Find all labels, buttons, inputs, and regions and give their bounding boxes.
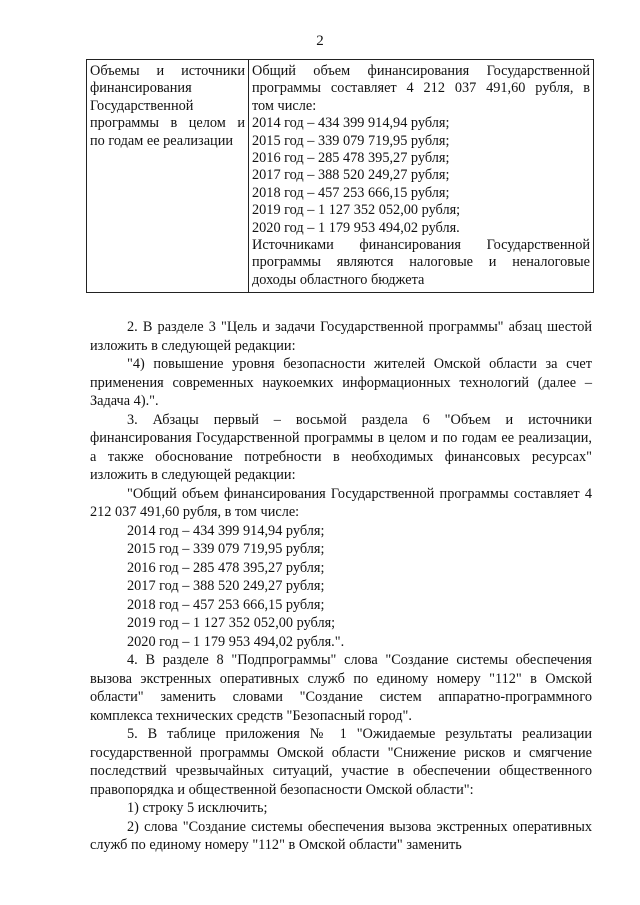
year-line: 2014 год – 434 399 914,94 рубля; [252, 115, 450, 132]
year-line: 2015 год – 339 079 719,95 рубля; [252, 132, 450, 149]
left-line: финансирования [90, 80, 192, 97]
sources-line: доходы областного бюджета [252, 271, 425, 288]
year-line: 2017 год – 388 520 249,27 рубля; [127, 578, 325, 594]
year-line: 2018 год – 457 253 666,15 рубля; [127, 596, 325, 613]
left-line: программы в целом и [90, 115, 245, 132]
paragraph-5-item-1: 1) строку 5 исключить; [127, 800, 268, 816]
year-line: 2016 год – 285 478 395,27 рубля; [252, 150, 450, 167]
document-body [90, 318, 592, 855]
year-line: 2015 год – 339 079 719,95 рубля; [127, 541, 325, 557]
table-left-cell [87, 60, 249, 293]
year-line: 2020 год – 1 179 953 494,02 рубля.". [127, 633, 345, 650]
table-right-cell [249, 60, 594, 293]
paragraph-3: 3. Абзацы первый – восьмой раздела 6 "Объем и источники финансирования Государственной программы в целом и по годам ее реализации, а также обоснование потребности в необходимых финансовых ресурсах" изложить в следующей редакции: [90, 411, 592, 483]
paragraph-2-quote: "4) повышение уровня безопасности жителей Омской области за счет применения современных наукоемких информационных технологий (далее – Задача 4).". [90, 356, 592, 409]
right-intro-line: Общий объем финансирования Государственной [252, 63, 590, 79]
paragraph-5-item-2: 2) слова "Создание системы обеспечения вызова экстренных оперативных служб по единому номеру "112" в Омской области" заменить [90, 818, 592, 853]
year-line: 2020 год – 1 179 953 494,02 рубля. [252, 219, 460, 236]
left-line: Объемы и источники [90, 63, 245, 79]
sources-line: программы являются налоговые и неналоговые [252, 254, 590, 271]
year-line: 2019 год – 1 127 352 052,00 рубля; [252, 202, 461, 219]
right-intro-line: программы составляет 4 212 037 491,60 рубля, в [252, 80, 590, 97]
left-line: по годам ее реализации [90, 132, 233, 149]
right-intro-line: том числе: [252, 97, 317, 114]
paragraph-4: 4. В разделе 8 "Подпрограммы" слова "Создание системы обеспечения вызова экстренных оперативных служб по единому номеру "112" в Омской области" заменить словами "Создание систем аппаратно-программного комплекса технических средств "Безопасный город". [90, 652, 592, 724]
year-line: 2016 год – 285 478 395,27 рубля; [127, 559, 325, 576]
year-line: 2014 год – 434 399 914,94 рубля; [127, 522, 325, 539]
year-line: 2017 год – 388 520 249,27 рубля; [252, 167, 450, 184]
page-number: 2 [316, 33, 324, 49]
passport-table [86, 59, 594, 293]
sources-line: Источниками финансирования Государственной [252, 237, 590, 254]
paragraph-3-years [90, 522, 592, 652]
paragraph-2: 2. В разделе 3 "Цель и задачи Государственной программы" абзац шестой изложить в следующей редакции: [90, 319, 592, 354]
table-row [87, 60, 594, 293]
left-line: Государственной [90, 97, 194, 114]
paragraph-3-quote: "Общий объем финансирования Государственной программы составляет 4 212 037 491,60 рубля, в том числе: [90, 485, 592, 520]
paragraph-5: 5. В таблице приложения № 1 "Ожидаемые результаты реализации государственной программы Омской области "Снижение рисков и смягчение последствий чрезвычайных ситуаций, участие в обеспечении общественного правопорядка и общественной безопасности Омской области": [90, 726, 592, 798]
year-line: 2019 год – 1 127 352 052,00 рубля; [127, 615, 336, 631]
year-line: 2018 год – 457 253 666,15 рубля; [252, 184, 450, 201]
